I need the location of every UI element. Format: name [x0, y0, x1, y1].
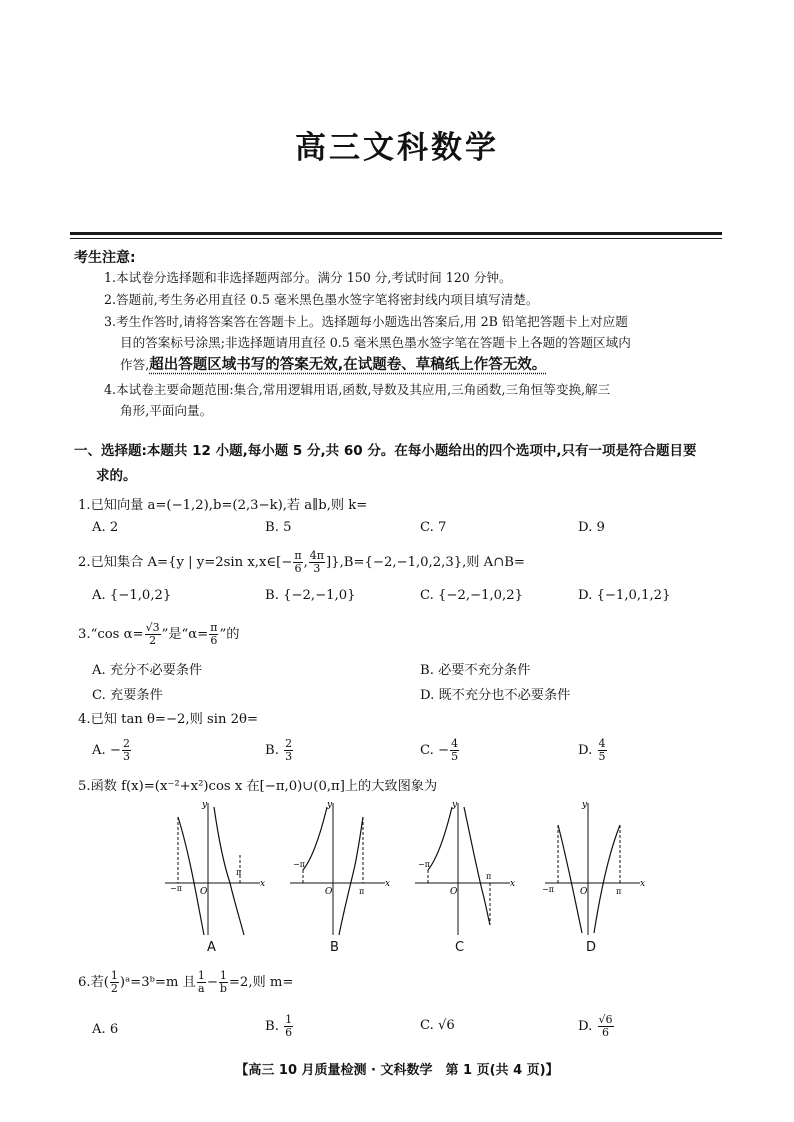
question-6-option-a: A. 6 [92, 1022, 119, 1037]
x-axis-label: x [640, 879, 646, 889]
curve-right [339, 817, 363, 935]
question-3-stem [78, 622, 239, 647]
graph-d [540, 795, 650, 945]
fraction-denominator: 6 [210, 634, 218, 647]
question-3-stem-c: ”的 [219, 627, 240, 642]
option-fraction [598, 1014, 614, 1039]
curve-left [558, 825, 582, 933]
pi-label: π [486, 872, 492, 881]
option-label: B. [265, 743, 284, 758]
fraction-one-over-b [219, 970, 228, 995]
question-2-option-c: C. {−2,−1,0,2} [420, 588, 524, 603]
option-label: B. [265, 1019, 284, 1034]
fraction-numerator: 1 [110, 969, 118, 982]
fraction-4pi-over-3 [309, 550, 325, 575]
x-axis-label: x [510, 879, 516, 889]
fraction-numerator: π [294, 549, 302, 562]
section-heading [74, 439, 696, 489]
question-3-stem-b: ”是“α= [161, 627, 209, 642]
fraction-numerator: 1 [219, 969, 227, 982]
neg-pi-label: −π [542, 885, 554, 894]
origin-label: O [450, 887, 458, 897]
section-line-1: 一、选择题:本题共 12 小题,每小题 5 分,共 60 分。在每小题给出的四个选项中,只有一项是符合题目要 [74, 443, 697, 459]
question-3-option-c: C. 充要条件 [92, 688, 163, 703]
question-3-stem-a: 3.“cos α= [78, 627, 144, 642]
graph-b-label: B [330, 940, 339, 955]
fraction-denominator: 5 [598, 750, 606, 763]
fraction-numerator: 1 [285, 1013, 293, 1026]
fraction-denominator: 6 [285, 1026, 293, 1039]
question-3-option-d: D. 既不充分也不必要条件 [420, 688, 571, 703]
header-rule-thin [70, 238, 722, 239]
curve-left [303, 807, 327, 870]
fraction-denominator: 5 [451, 750, 459, 763]
fraction-denominator: 2 [110, 982, 118, 995]
question-1-option-c: C. 7 [420, 520, 447, 535]
graph-c-label: C [455, 940, 465, 955]
question-1-stem: 1.已知向量 a=(−1,2),b=(2,3−k),若 a∥b,则 k= [78, 498, 368, 513]
origin-label: O [200, 887, 208, 897]
curve-left [428, 807, 452, 870]
curve-right [594, 825, 620, 933]
fraction-numerator: 4π [309, 549, 325, 562]
neg-pi-label: −π [293, 860, 305, 869]
option-label: D. [578, 1019, 597, 1034]
pi-label: π [616, 887, 622, 896]
neg-pi-label: −π [418, 860, 430, 869]
fraction-denominator: 3 [285, 750, 293, 763]
question-5-stem: 5.函数 f(x)=(x⁻²+x²)cos x 在[−π,0)∪(0,π]上的大致图象为 [78, 779, 438, 794]
y-axis-label: y [582, 800, 588, 810]
x-axis-label: x [385, 879, 391, 889]
fraction-numerator: 4 [598, 737, 606, 750]
fraction-numerator: √6 [598, 1013, 613, 1026]
notice-item-1: 1.本试卷分选择题和非选择题两部分。满分 150 分,考试时间 120 分钟。 [104, 270, 512, 285]
fraction-denominator: 3 [122, 750, 130, 763]
notice-item-3-tail: 作答, [120, 357, 150, 372]
question-2-stem-prefix: 2.已知集合 A={y | y=2sin x,x∈[− [78, 555, 293, 570]
notice-emphasis: 超出答题区域书写的答案无效,在试题卷、草稿纸上作答无效。 [149, 357, 547, 373]
question-6-stem-a: 6.若( [78, 975, 109, 990]
question-2-option-b: B. {−2,−1,0} [265, 588, 356, 603]
question-4-option-b [265, 738, 294, 763]
notice-item-4: 4.本试卷主要命题范围:集合,常用逻辑用语,函数,导数及其应用,三角函数,三角恒等变换,解三 [104, 382, 611, 397]
minus-sign: − [206, 975, 218, 990]
question-3-option-a: A. 充分不必要条件 [92, 663, 203, 678]
notice-heading: 考生注意: [74, 250, 136, 266]
y-axis-label: y [452, 800, 458, 810]
fraction-denominator: a [198, 982, 205, 995]
graph-a-label: A [207, 940, 216, 955]
curve-right [464, 807, 490, 925]
fraction-numerator: 2 [285, 737, 293, 750]
question-2-stem: 2.已知集合 A={y | y=2sin x,x∈[− $\frac{\pi}{6}$ , $\frac{4\pi}{3}$ ]},B={−2,−1,0,2,3},则 A∩B= [78, 549, 525, 575]
graph-a [160, 795, 270, 945]
option-fraction [284, 738, 293, 763]
notice-item-3: 3.考生作答时,请将答案答在答题卡上。选择题每小题选出答案后,用 2B 铅笔把答题卡上对应题 [104, 314, 628, 329]
fraction-numerator: 2 [122, 737, 130, 750]
question-2-stem-suffix: ]},B={−2,−1,0,2,3},则 A∩B= [326, 555, 525, 570]
option-fraction [122, 738, 131, 763]
fraction-pi-over-6 [209, 622, 218, 647]
graph-c [410, 795, 520, 945]
option-label: A. − [92, 743, 121, 758]
origin-label: O [580, 887, 588, 897]
option-fraction [284, 1014, 293, 1039]
notice-item-3-cont: 目的答案标号涂黑;非选择题请用直径 0.5 毫米黑色墨水签字笔在答题卡上各题的答题区域内 [120, 335, 631, 350]
fraction-denominator: 6 [294, 562, 302, 575]
fraction-pi-over-6 [293, 550, 302, 575]
question-3-option-b: B. 必要不充分条件 [420, 663, 531, 678]
question-6-stem-b: )ᵃ=3ᵇ=m 且 [119, 975, 196, 990]
fraction-numerator: 1 [197, 969, 205, 982]
origin-label: O [325, 887, 333, 897]
question-4-option-a [92, 738, 132, 763]
question-6-option-c: C. √6 [420, 1018, 455, 1033]
option-fraction [598, 738, 607, 763]
header-rule-thick [70, 232, 722, 235]
option-fraction [450, 738, 459, 763]
curve-left [178, 817, 204, 935]
fraction-one-half [110, 970, 119, 995]
pi-label: π [359, 887, 365, 896]
question-2-option-d: D. {−1,0,1,2} [578, 588, 671, 603]
fraction-denominator: 3 [313, 562, 321, 575]
fraction-denominator: b [219, 982, 227, 995]
question-6-option-b [265, 1014, 294, 1039]
fraction-numerator: 4 [451, 737, 459, 750]
section-line-2: 求的。 [96, 468, 137, 484]
x-axis-label: x [260, 879, 266, 889]
neg-pi-label: −π [170, 884, 182, 893]
page-footer: 【高三 10 月质量检测 · 文科数学 第 1 页(共 4 页)】 [235, 1063, 559, 1078]
page-title: 高三文科数学 [295, 130, 499, 166]
fraction-denominator: 6 [602, 1026, 609, 1039]
question-6-stem-c: =2,则 m= [228, 975, 294, 990]
fraction-sqrt3-over-2 [145, 622, 161, 647]
fraction-numerator: √3 [145, 621, 160, 634]
option-label: D. [578, 743, 597, 758]
graph-d-label: D [586, 940, 597, 955]
option-label: C. − [420, 743, 450, 758]
question-6-stem [78, 970, 293, 995]
question-4-option-d [578, 738, 608, 763]
question-6-option-d [578, 1014, 615, 1039]
question-4-option-c [420, 738, 460, 763]
fraction-one-over-a [197, 970, 206, 995]
graph-b [285, 795, 395, 945]
question-1-option-b: B. 5 [265, 520, 292, 535]
question-1-option-a: A. 2 [92, 520, 119, 535]
notice-item-2: 2.答题前,考生务必用直径 0.5 毫米黑色墨水签字笔将密封线内项目填写清楚。 [104, 292, 539, 307]
question-2-option-a: A. {−1,0,2} [92, 588, 172, 603]
fraction-denominator: 2 [149, 634, 157, 647]
question-1-option-d: D. 9 [578, 520, 605, 535]
y-axis-label: y [202, 800, 208, 810]
notice-item-3-end [120, 355, 546, 375]
pi-label: π [236, 868, 242, 877]
y-axis-label: y [327, 800, 333, 810]
fraction-numerator: π [210, 621, 218, 634]
question-4-stem: 4.已知 tan θ=−2,则 sin 2θ= [78, 712, 259, 727]
notice-item-4-cont: 角形,平面向量。 [120, 403, 213, 418]
